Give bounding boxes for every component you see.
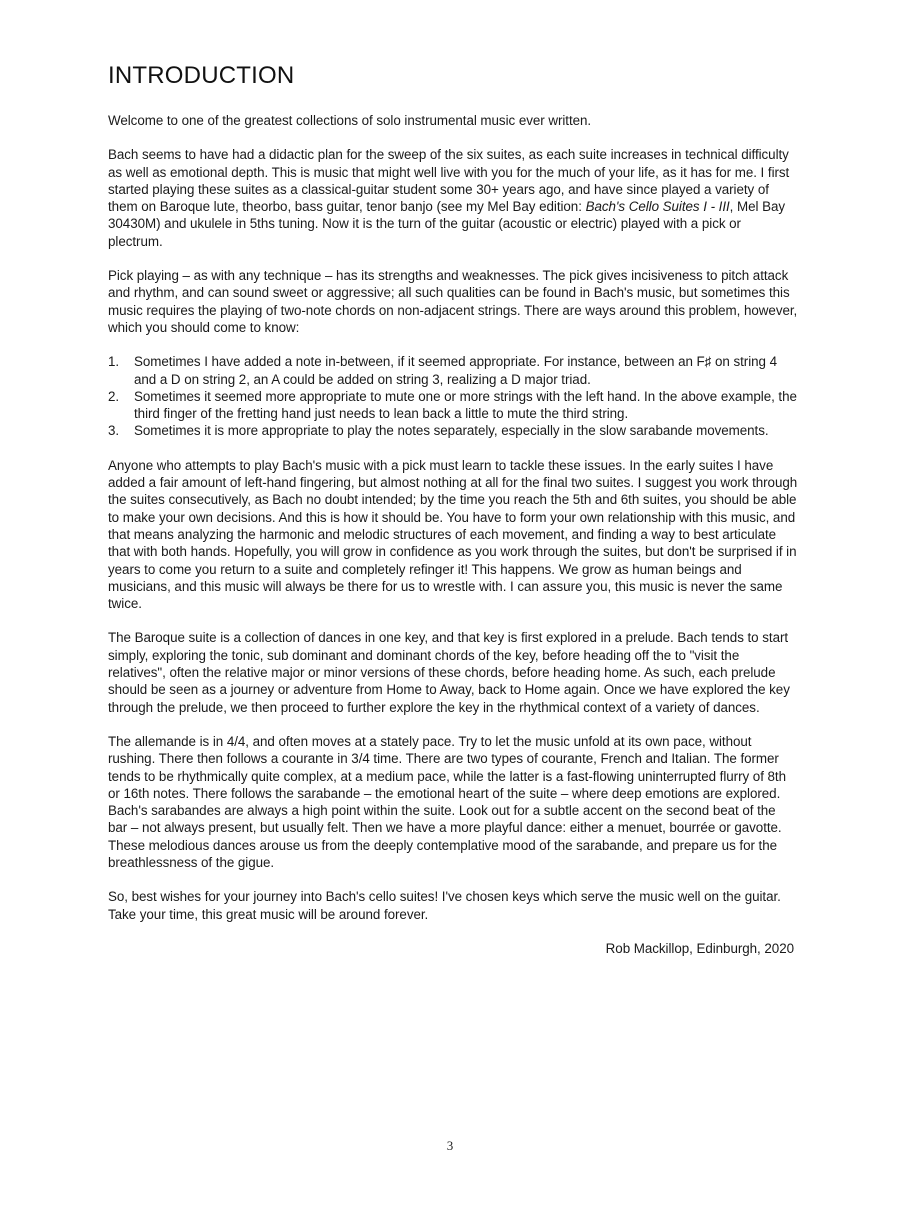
list-item [108,353,798,388]
page-number: 3 [446,1138,454,1153]
list-item [108,422,798,439]
intro-paragraph-6: The allemande is in 4/4, and often moves at a stately pace. Try to let the music unfold at its own pace, without rushing. There then follows a courante in 3/4 time. There are two types of courante, French and Italian. The former tends to be rhythmically quite complex, at a medium pace, while the latter is a fast-flowing uninterrupted flurry of 8th or 16th notes. There follows the sarabande – the emotional heart of the suite – where deep emotions are explored. Bach's sarabandes are always a high point within the suite. Look out for a subtle accent on the second beat of the bar – not always present, but usually felt. Then we have a more playful dance: either a menuet, bourrée or gavotte. These melodious dances arouse us from the deeply contemplative mood of the sarabande, and prepare us for the breathlessness of the gigue. [108,733,787,870]
document-page [108,62,798,974]
list-item [108,388,798,423]
list-item-number: 2. [108,388,120,404]
intro-paragraph-3: Pick playing – as with any technique – has its strengths and weaknesses. The pick gives incisiveness to pitch attack and rhythm, and can sound sweet or aggressive; all such qualities can be found in Bach's music, but sometimes this music requires the playing of two-note chords on non-adjacent strings. There are ways around this problem, however, which you should come to know: [108,268,798,335]
intro-paragraph-1: Welcome to one of the greatest collections of solo instrumental music ever written. [108,113,592,128]
list-item-number: 1. [108,354,120,370]
intro-paragraph-4: Anyone who attempts to play Bach's music with a pick must learn to tackle these issues. In the early suites I have added a fair amount of left-hand fingering, but almost nothing at all for the final two suites. I suggest you work through the suites consecutively, as Bach no doubt intended; by the time you reach the 5th and 6th suites, you should be able to make your own decisions. And this is how it should be. You have to form your own relationship with this music, and that means analyzing the harmonic and melodic structures of each movement, and finding a way to best articulate that with both hands. Hopefully, you will grow in confidence as you work through the suites, but don't be surprised if in years to come you return to a suite and completely refinger it! This happens. We grow as human beings and musicians, and this music will always be there for us to wrestle with. I can assure you, this music is never the same twice. [108,457,798,612]
intro-paragraph-5: The Baroque suite is a collection of dances in one key, and that key is first explored in a prelude. Bach tends to start simply, exploring the tonic, sub dominant and dominant chords of the key, before heading off the to "visit the relatives", often the relative major or minor versions of these chords, before heading home. As such, each prelude should be seen as a journey or adventure from Home to Away, back to Home again. Once we have explored the key through the prelude, we then proceed to further explore the key in the rhythmical context of a variety of dances. [108,630,790,715]
numbered-list [108,353,798,439]
list-item-number: 3. [108,423,120,439]
intro-paragraph-7: So, best wishes for your journey into Bach's cello suites! I've chosen keys which serve the music well on the guitar. Take your time, this great music will be around forever. [108,889,781,922]
book-title: Bach's Cello Suites I - III [585,199,730,215]
list-item-text: Sometimes it is more appropriate to play the notes separately, especially in the slow sarabande movements. [134,423,769,439]
paragraph-2-text-a: Bach seems to have had a didactic plan for the sweep of the six suites, as each suite increases in technical difficulty as well as emotional depth. This is music that might well live with you for the much of your life, as it has for me. I first started playing these suites as a classical-guitar student some 30+ years ago, and have since played a variety of them on Baroque lute, theorbo, bass guitar, tenor banjo (see my Mel Bay edition: [108,147,790,215]
author-signature: Rob Mackillop, Edinburgh, 2020 [605,940,794,956]
page-title: INTRODUCTION [108,62,295,89]
list-item-text: Sometimes it seemed more appropriate to mute one or more strings with the left hand. In the above example, the third finger of the fretting hand just needs to lean back a little to mute the third string. [134,388,797,422]
list-item-text: Sometimes I have added a note in-between, if it seemed appropriate. For instance, between an F♯ on string 4 and a D on string 2, an A could be added on string 3, realizing a D major triad. [134,354,777,387]
intro-paragraph-2 [108,146,798,250]
paragraph-2-text-b: , Mel Bay 30430M) and ukulele in 5ths tuning. Now it is the turn of the guitar (acoustic or electric) played with a pick or plectrum. [108,199,786,249]
